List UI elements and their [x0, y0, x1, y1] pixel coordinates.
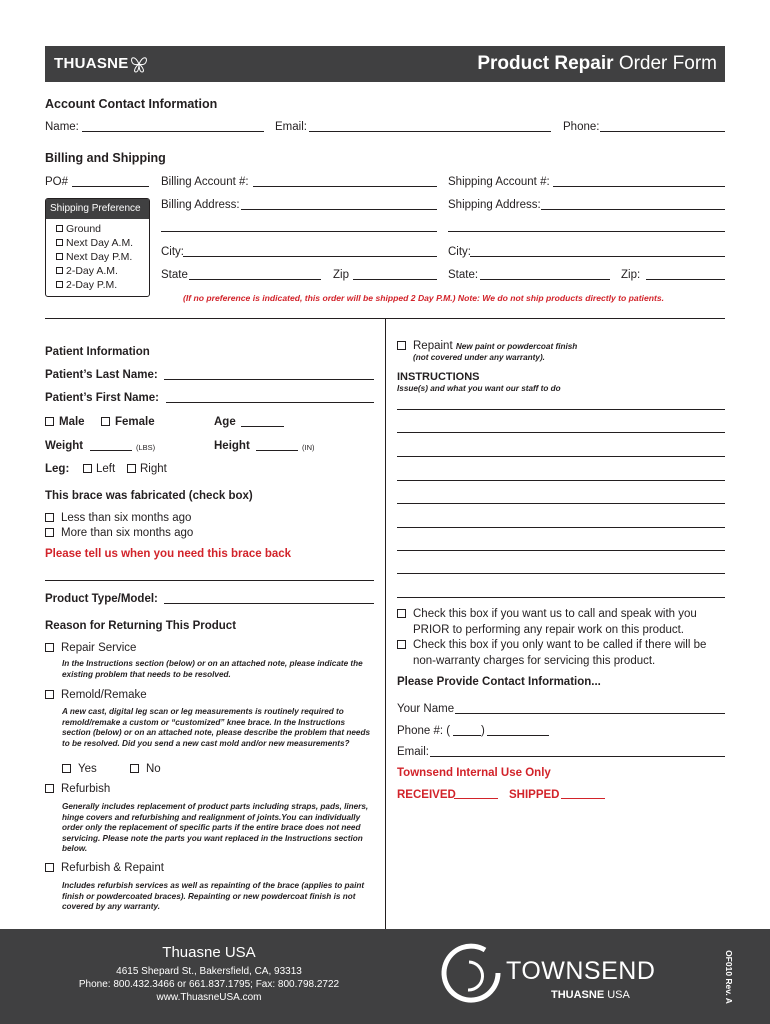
shipping-account-label: Shipping Account #:	[448, 176, 550, 188]
checkbox[interactable]	[45, 643, 54, 652]
instructions-line[interactable]	[397, 527, 725, 528]
checkbox[interactable]	[56, 267, 63, 274]
weight-label: Weight	[45, 440, 84, 452]
ship-zip-field[interactable]	[646, 279, 725, 280]
checkbox[interactable]	[56, 239, 63, 246]
form-title-bold: Product Repair	[477, 53, 614, 74]
instructions-line[interactable]	[397, 597, 725, 598]
shipping-preference-title: Shipping Preference	[50, 203, 141, 214]
instructions-heading: INSTRUCTIONS	[397, 371, 480, 383]
more-six-option[interactable]	[45, 527, 193, 539]
refurbish-option[interactable]	[45, 783, 110, 795]
logo-sub-bold: THUASNE	[551, 989, 605, 1001]
zip-label: Zip	[333, 269, 349, 281]
pref-option-ground[interactable]	[56, 223, 101, 235]
remold-yes-option[interactable]	[62, 763, 97, 775]
instructions-subheading: Issue(s) and what you want our staff to do	[397, 384, 561, 393]
pref-option-2day-am[interactable]	[56, 265, 118, 277]
footer-phone: Phone: 800.432.3466 or 661.837.1795; Fax: 800.798.2722	[78, 979, 340, 990]
repair-service-option[interactable]	[45, 642, 136, 654]
billing-address-field-2[interactable]	[161, 231, 437, 232]
po-field[interactable]	[72, 186, 149, 187]
male-option[interactable]	[45, 416, 85, 428]
phone-label: Phone:	[563, 121, 600, 133]
checkbox[interactable]	[56, 253, 63, 260]
state-label: State	[161, 269, 188, 281]
remold-option[interactable]	[45, 689, 147, 701]
first-name-label: Patient’s First Name:	[45, 392, 159, 404]
call-before-line2: PRIOR to performing any repair work on this product.	[413, 624, 685, 636]
contact-phone-close: )	[481, 725, 485, 737]
remold-no-label: No	[146, 763, 161, 775]
thuasne-butterfly-icon	[129, 53, 149, 75]
instructions-line[interactable]	[397, 480, 725, 481]
repaint-option[interactable]	[397, 340, 577, 352]
shipped-field[interactable]	[561, 798, 605, 799]
checkbox[interactable]	[45, 690, 54, 699]
instructions-line[interactable]	[397, 550, 725, 551]
shipping-account-field[interactable]	[553, 186, 725, 187]
age-label: Age	[214, 416, 236, 428]
shipping-address-field[interactable]	[541, 209, 725, 210]
first-name-field[interactable]	[166, 402, 374, 403]
checkbox[interactable]	[127, 464, 136, 473]
billing-account-label: Billing Account #:	[161, 176, 249, 188]
received-field[interactable]	[454, 798, 498, 799]
call-before-line1: Check this box if you want us to call and speak with you	[413, 608, 697, 620]
checkbox[interactable]	[45, 784, 54, 793]
contact-email-label: Email:	[397, 746, 429, 758]
weight-field[interactable]	[90, 450, 132, 451]
ship-state-label: State:	[448, 269, 479, 281]
checkbox[interactable]	[45, 528, 54, 537]
female-option[interactable]	[101, 416, 155, 428]
fabricated-heading: This brace was fabricated (check box)	[45, 490, 253, 502]
contact-heading: Please Provide Contact Information...	[397, 676, 601, 688]
shipping-address-field-2[interactable]	[448, 231, 725, 232]
height-label: Height	[214, 440, 250, 452]
checkbox[interactable]	[56, 281, 63, 288]
received-label: RECEIVED	[397, 789, 456, 801]
checkbox[interactable]	[130, 764, 139, 773]
contact-phone-field[interactable]	[487, 735, 549, 736]
height-field[interactable]	[256, 450, 298, 451]
email-field[interactable]	[309, 131, 551, 132]
your-name-field[interactable]	[455, 713, 725, 714]
footer	[0, 929, 770, 1024]
instructions-line[interactable]	[397, 573, 725, 574]
townsend-logo-sub	[551, 989, 630, 1001]
male-label: Male	[59, 416, 85, 428]
email-label: Email:	[275, 121, 307, 133]
po-label: PO#	[45, 176, 69, 188]
leg-left-option[interactable]	[83, 463, 115, 475]
charges-option[interactable]	[397, 639, 706, 651]
leg-label: Leg:	[45, 463, 70, 475]
reason-heading: Reason for Returning This Product	[45, 620, 237, 632]
form-code: OF010 Rev. A	[723, 950, 734, 1004]
billing-account-field[interactable]	[253, 186, 437, 187]
phone-field[interactable]	[600, 131, 725, 132]
height-unit: (IN)	[302, 443, 315, 452]
form-title-light: Order Form	[618, 53, 717, 74]
pref-option-label: Next Day A.M.	[66, 237, 134, 249]
refurbish-label: Refurbish	[61, 783, 111, 795]
checkbox[interactable]	[101, 417, 110, 426]
zip-field[interactable]	[353, 279, 437, 280]
billing-heading: Billing and Shipping	[45, 151, 166, 165]
billing-address-label: Billing Address:	[161, 199, 240, 211]
billing-address-field[interactable]	[241, 209, 437, 210]
pref-option-label: 2-Day P.M.	[66, 279, 118, 291]
footer-address: 4615 Shepard St., Bakersfield, CA, 93313	[116, 966, 302, 977]
checkbox[interactable]	[45, 513, 54, 522]
area-code-field[interactable]	[453, 735, 481, 736]
ship-city-field[interactable]	[470, 256, 725, 257]
your-name-label: Your Name	[397, 703, 455, 715]
checkbox[interactable]	[45, 863, 54, 872]
checkbox[interactable]	[56, 225, 63, 232]
leg-right-option[interactable]	[127, 463, 167, 475]
pref-option-next-day-pm[interactable]	[56, 251, 132, 263]
remold-note: A new cast, digital leg scan or leg measurements is routinely required to remold/remake a custom or “customized” knee brace. In the Instructions section (below) or on an attached note, please describe the problem that needs to be resolved. Did you send a new cast mold and/or new measurements?	[62, 707, 371, 748]
ship-city-label: City:	[448, 246, 471, 258]
contact-email-field[interactable]	[430, 756, 725, 757]
brand-logo-text: THUASNE	[54, 55, 129, 72]
repair-service-label: Repair Service	[61, 642, 137, 654]
charges-line1: Check this box if you only want to be called if there will be	[413, 639, 707, 651]
leg-right-label: Right	[140, 463, 167, 475]
logo-sub-light: USA	[607, 989, 630, 1001]
patient-heading: Patient Information	[45, 346, 150, 358]
ship-zip-label: Zip:	[621, 269, 641, 281]
pref-option-label: 2-Day A.M.	[66, 265, 118, 277]
checkbox[interactable]	[62, 764, 71, 773]
city-label: City:	[161, 246, 184, 258]
checkbox[interactable]	[45, 417, 54, 426]
name-field[interactable]	[82, 131, 264, 132]
preference-notice: (If no preference is indicated, this order will be shipped 2 Day P.M.) Note: We do not ship products directly to patients.	[183, 293, 665, 303]
shipping-preference-title-bar	[46, 199, 149, 219]
product-type-field[interactable]	[164, 603, 374, 604]
need-back-field[interactable]	[45, 580, 374, 581]
need-back-label: Please tell us when you need this brace back	[45, 548, 292, 560]
refurbish-note: Generally includes replacement of product parts including straps, pads, liners, hinge covers and refurbishing and realignment of joints.You can individually order only the replacement of specific parts if the entire brace does not need servicing. Please note the parts you want replaced in the Instructions section below.	[62, 802, 369, 854]
last-name-field[interactable]	[164, 379, 374, 380]
repaint-note-2: (not covered under any warranty).	[413, 353, 545, 362]
female-label: Female	[115, 416, 155, 428]
call-before-option[interactable]	[397, 608, 697, 620]
footer-company: Thuasne USA	[162, 944, 256, 961]
checkbox[interactable]	[397, 341, 406, 350]
instructions-line[interactable]	[397, 503, 725, 504]
repair-service-note: In the Instructions section (below) or on an attached note, please indicate the existing problem that needs to be resolved.	[62, 659, 363, 679]
shipping-address-label: Shipping Address:	[448, 199, 541, 211]
repaint-note-1: New paint or powdercoat finish	[455, 342, 578, 351]
pref-option-label: Next Day P.M.	[66, 251, 133, 263]
pref-option-label: Ground	[66, 223, 102, 235]
refurbish-repaint-option[interactable]	[45, 862, 164, 874]
remold-no-option[interactable]	[130, 763, 161, 775]
form-title	[477, 53, 717, 75]
age-field[interactable]	[241, 426, 284, 427]
instructions-line[interactable]	[397, 432, 725, 433]
shipped-label: SHIPPED	[509, 789, 560, 801]
state-field[interactable]	[189, 279, 321, 280]
pref-option-2day-pm[interactable]	[56, 279, 117, 291]
townsend-logo-word: TOWNSEND	[506, 957, 656, 985]
instructions-line[interactable]	[397, 409, 725, 410]
footer-website[interactable]: www.ThuasneUSA.com	[156, 992, 262, 1003]
instructions-line[interactable]	[397, 456, 725, 457]
remold-label: Remold/Remake	[61, 689, 147, 701]
product-type-label: Product Type/Model:	[45, 593, 158, 605]
more-six-label: More than six months ago	[61, 527, 194, 539]
checkbox[interactable]	[397, 640, 406, 649]
header-bar	[45, 46, 725, 82]
shipping-preference-box	[45, 198, 150, 297]
charges-line2: non-warranty charges for servicing this product.	[413, 655, 656, 667]
less-six-label: Less than six months ago	[61, 512, 192, 524]
city-field[interactable]	[183, 256, 437, 257]
ship-state-field[interactable]	[480, 279, 610, 280]
remold-yes-label: Yes	[78, 763, 97, 775]
checkbox[interactable]	[83, 464, 92, 473]
name-label: Name:	[45, 121, 79, 133]
column-divider	[385, 319, 386, 929]
contact-phone-label: Phone #: (	[397, 725, 451, 737]
internal-heading: Townsend Internal Use Only	[397, 767, 551, 779]
leg-left-label: Left	[96, 463, 116, 475]
repaint-label: Repaint	[413, 340, 453, 352]
checkbox[interactable]	[397, 609, 406, 618]
less-six-option[interactable]	[45, 512, 191, 524]
weight-unit: (LBS)	[136, 443, 156, 452]
last-name-label: Patient’s Last Name:	[45, 369, 158, 381]
refurbish-repaint-label: Refurbish & Repaint	[61, 862, 164, 874]
townsend-logo-icon	[441, 942, 503, 1004]
account-heading: Account Contact Information	[45, 97, 218, 111]
refurbish-repaint-note: Includes refurbish services as well as repainting of the brace (applies to paint finish or powdercoated braces). Repainting or new powdercoat finish is not covered by any warranty.	[62, 881, 365, 912]
pref-option-next-day-am[interactable]	[56, 237, 133, 249]
